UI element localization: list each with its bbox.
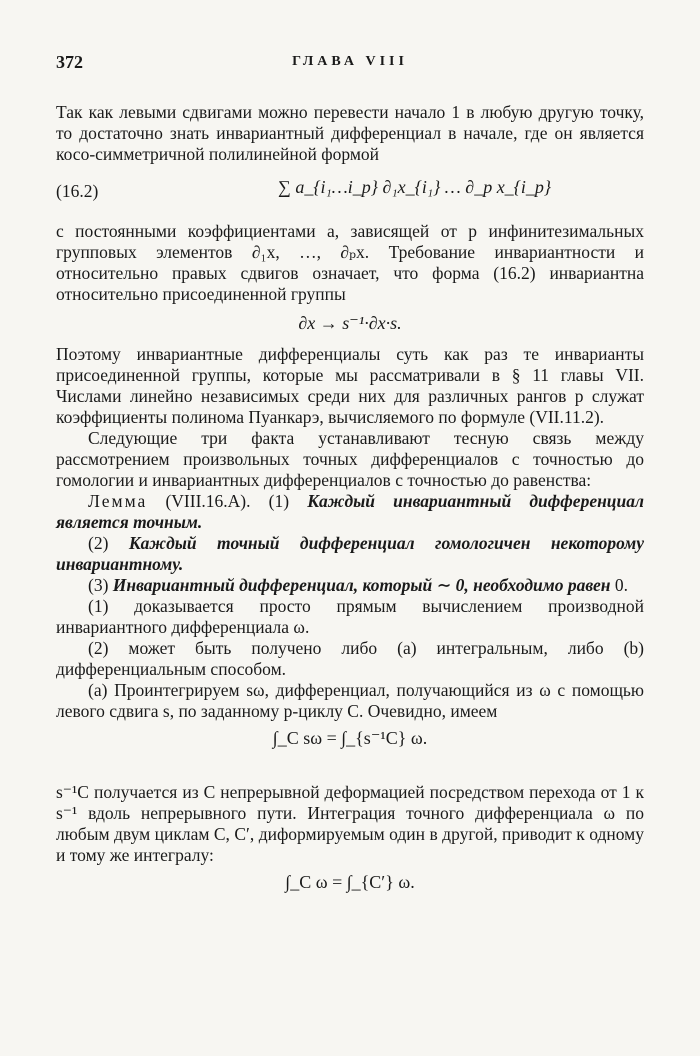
formula-label: (16.2) bbox=[56, 181, 99, 201]
equation-text: ∫_C ω = ∫_{C′} ω. bbox=[285, 872, 415, 892]
paragraph: Поэтому инвариантные дифференциалы суть как раз те инварианты присоединенной группы, которые мы рассматривали в § 11 главы VII. Числами линейно независимых среди них для различных рангов p служат коэффициенты полинома Пуанкарэ, вычисляемого по формуле (VII.11.2). bbox=[56, 344, 644, 427]
paragraph: (a) Проинтегрируем sω, дифференциал, получающийся из ω с помощью левого сдвига s, по заданному p-циклу C. Очевидно, имеем bbox=[56, 680, 644, 721]
formula-16-2 bbox=[56, 169, 644, 217]
lemma-item-2-num: (2) bbox=[88, 533, 109, 553]
lemma bbox=[56, 491, 644, 533]
chapter-title: ГЛАВА VIII bbox=[292, 54, 408, 69]
equation-adjoint: ∂x → s⁻¹·∂x·s. bbox=[298, 313, 402, 333]
equation-integral-shift bbox=[56, 728, 644, 774]
equation-text: ∫_C sω = ∫_{s⁻¹C} ω. bbox=[272, 728, 428, 748]
paragraph: s⁻¹C получается из C непрерывной деформацией посредством перехода от 1 к s⁻¹ вдоль непрерывного пути. Интеграция точного дифференциала ω по любым двум циклам C, C′, диформируемым один в другой, приводит к одному и тому же интегралу: bbox=[56, 782, 644, 865]
paragraph: Следующие три факта устанавливают тесную связь между рассмотрением произвольных точных дифференциалов с точностью до гомологии и инвариантных дифференциалов с точностью до равенства: bbox=[56, 428, 644, 490]
lemma bbox=[56, 533, 644, 575]
lemma bbox=[56, 575, 644, 596]
paragraph: (1) доказывается просто прямым вычислением производной инвариантного дифференциала ω. bbox=[56, 596, 644, 637]
lemma-head: Лемма bbox=[88, 491, 148, 511]
lemma-item-1: Каждый инвариантный дифференциал является точным. bbox=[56, 491, 645, 532]
page-number: 372 bbox=[56, 52, 83, 72]
paragraph: Так как левыми сдвигами можно перевести начало 1 в любую другую точку, то достаточно знать инвариантный дифференциал в начале, где он является косо-симметричной полилинейной формой bbox=[56, 102, 644, 164]
equation-integral-cycles bbox=[56, 872, 644, 918]
page bbox=[56, 48, 645, 892]
lemma-item-2: Каждый точный дифференциал гомологичен некоторому инвариантному. bbox=[56, 533, 644, 574]
lemma-item-3: Инвариантный дифференциал, который ∼ 0, необходимо равен bbox=[112, 575, 611, 595]
page-header bbox=[56, 48, 644, 78]
page-body bbox=[56, 102, 644, 926]
paragraph: (2) может быть получено либо (a) интегральным, либо (b) дифференциальным способом. bbox=[56, 638, 644, 679]
lemma-item-3-num: (3) bbox=[88, 575, 109, 595]
lemma-ref: (VIII.16.A). (1) bbox=[165, 491, 290, 511]
formula-expression: ∑ a_{i₁…i_p} ∂₁x_{i₁} … ∂_p x_{i_p} bbox=[278, 177, 552, 197]
paragraph: с постоянными коэффициентами a, зависящей от p инфинитезимальных групповых элементов ∂₁x, …, ∂ₚx. Требование инвариантности и относительно правых сдвигов означает, что форма (16.2) инвариантна относительно присоединенной группы bbox=[56, 221, 644, 304]
lemma-item-3-end: 0. bbox=[614, 575, 628, 595]
